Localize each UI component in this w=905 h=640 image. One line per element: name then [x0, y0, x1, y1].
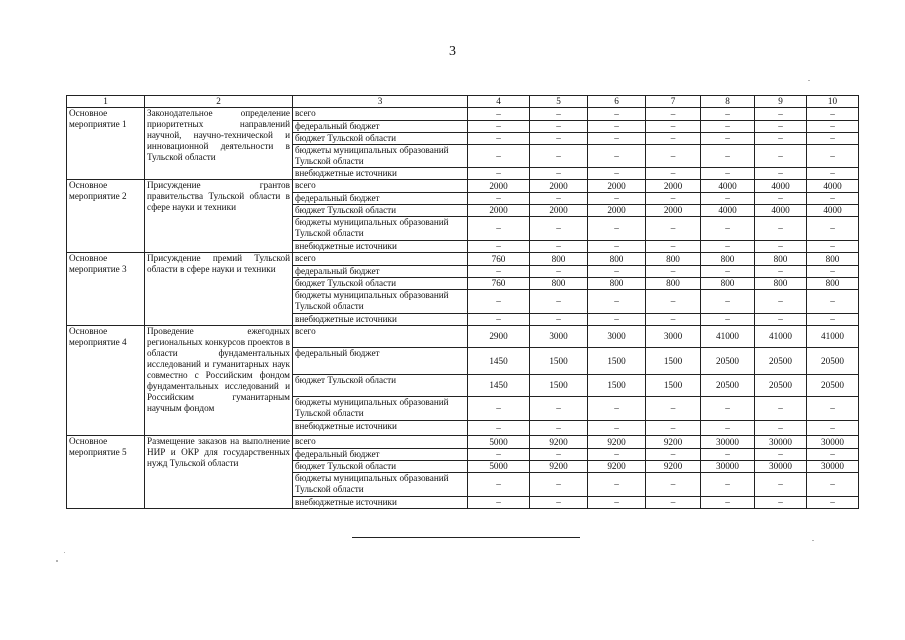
funding-source: бюджеты муниципальных образований Тульской области [293, 145, 468, 168]
amount-cell: – [755, 133, 807, 145]
amount-cell: 5000 [468, 461, 530, 473]
activity-id: Основное мероприятие 5 [67, 436, 145, 509]
amount-cell: – [588, 217, 646, 241]
amount-cell: 800 [530, 253, 588, 266]
amount-cell: – [755, 145, 807, 168]
amount-cell: 800 [588, 278, 646, 290]
amount-cell: – [646, 290, 701, 314]
amount-cell: 1450 [468, 375, 530, 397]
header-cell: 10 [807, 96, 859, 108]
funding-source: внебюджетные источники [293, 314, 468, 326]
amount-cell: 4000 [807, 205, 859, 217]
amount-cell: – [755, 497, 807, 509]
amount-cell: – [646, 193, 701, 205]
amount-cell: 3000 [588, 326, 646, 348]
funding-source: федеральный бюджет [293, 449, 468, 461]
amount-cell: – [701, 449, 755, 461]
header-cell: 2 [145, 96, 293, 108]
amount-cell: – [701, 266, 755, 278]
funding-source: всего [293, 180, 468, 193]
amount-cell: 800 [807, 278, 859, 290]
amount-cell: 760 [468, 278, 530, 290]
amount-cell: – [755, 421, 807, 436]
table-row [67, 180, 859, 193]
amount-cell: – [530, 193, 588, 205]
amount-cell: – [468, 397, 530, 421]
amount-cell: – [530, 241, 588, 253]
funding-source: всего [293, 108, 468, 121]
amount-cell: – [530, 421, 588, 436]
amount-cell: – [807, 266, 859, 278]
amount-cell: 9200 [646, 461, 701, 473]
amount-cell: – [588, 497, 646, 509]
table-row [67, 436, 859, 449]
amount-cell: – [468, 133, 530, 145]
amount-cell: – [807, 397, 859, 421]
amount-cell: – [530, 108, 588, 121]
amount-cell: – [807, 241, 859, 253]
header-cell: 5 [530, 96, 588, 108]
scan-speck [56, 560, 58, 562]
amount-cell: 1450 [468, 348, 530, 375]
amount-cell: – [588, 421, 646, 436]
footer-divider [352, 537, 580, 538]
amount-cell: 1500 [530, 375, 588, 397]
amount-cell: – [701, 133, 755, 145]
funding-source: внебюджетные источники [293, 168, 468, 180]
funding-source: бюджеты муниципальных образований Тульской области [293, 473, 468, 497]
amount-cell: – [588, 121, 646, 133]
amount-cell: – [468, 241, 530, 253]
amount-cell: – [701, 497, 755, 509]
amount-cell: 800 [588, 253, 646, 266]
amount-cell: – [701, 314, 755, 326]
amount-cell: – [468, 473, 530, 497]
amount-cell: 30000 [807, 461, 859, 473]
amount-cell: – [530, 133, 588, 145]
amount-cell: – [530, 266, 588, 278]
amount-cell: – [755, 108, 807, 121]
amount-cell: 2900 [468, 326, 530, 348]
amount-cell: – [807, 314, 859, 326]
amount-cell: 3000 [646, 326, 701, 348]
amount-cell: – [646, 497, 701, 509]
activity-id: Основное мероприятие 1 [67, 108, 145, 180]
amount-cell: 30000 [755, 461, 807, 473]
amount-cell: 800 [530, 278, 588, 290]
amount-cell: – [755, 121, 807, 133]
amount-cell: – [530, 314, 588, 326]
amount-cell: 4000 [701, 180, 755, 193]
amount-cell: 1500 [646, 375, 701, 397]
amount-cell: 800 [701, 278, 755, 290]
header-cell: 3 [293, 96, 468, 108]
amount-cell: – [701, 421, 755, 436]
amount-cell: 1500 [646, 348, 701, 375]
amount-cell: 1500 [588, 348, 646, 375]
amount-cell: – [646, 121, 701, 133]
amount-cell: – [755, 397, 807, 421]
amount-cell: 9200 [646, 436, 701, 449]
funding-source: бюджет Тульской области [293, 278, 468, 290]
amount-cell: 9200 [588, 436, 646, 449]
amount-cell: 2000 [530, 180, 588, 193]
funding-source: федеральный бюджет [293, 266, 468, 278]
activity-id: Основное мероприятие 2 [67, 180, 145, 253]
amount-cell: – [807, 497, 859, 509]
amount-cell: – [468, 193, 530, 205]
amount-cell: – [755, 217, 807, 241]
amount-cell: 4000 [755, 205, 807, 217]
funding-source: федеральный бюджет [293, 348, 468, 375]
amount-cell: – [588, 266, 646, 278]
header-cell: 8 [701, 96, 755, 108]
table-row [67, 253, 859, 266]
amount-cell: – [588, 290, 646, 314]
amount-cell: – [468, 314, 530, 326]
amount-cell: – [588, 108, 646, 121]
amount-cell: 1500 [530, 348, 588, 375]
amount-cell: – [646, 421, 701, 436]
amount-cell: – [701, 290, 755, 314]
amount-cell: – [588, 397, 646, 421]
amount-cell: – [530, 397, 588, 421]
amount-cell: 41000 [701, 326, 755, 348]
amount-cell: 20500 [755, 348, 807, 375]
scan-speck [812, 540, 814, 541]
amount-cell: – [755, 473, 807, 497]
amount-cell: – [646, 217, 701, 241]
funding-source: внебюджетные источники [293, 497, 468, 509]
funding-source: бюджеты муниципальных образований Тульской области [293, 217, 468, 241]
activity-id: Основное мероприятие 3 [67, 253, 145, 326]
amount-cell: 2000 [646, 180, 701, 193]
amount-cell: 41000 [755, 326, 807, 348]
amount-cell: – [468, 421, 530, 436]
header-cell: 9 [755, 96, 807, 108]
amount-cell: – [701, 473, 755, 497]
funding-source: бюджеты муниципальных образований Тульской области [293, 290, 468, 314]
amount-cell: – [530, 217, 588, 241]
amount-cell: – [588, 145, 646, 168]
funding-source: всего [293, 436, 468, 449]
amount-cell: – [468, 497, 530, 509]
amount-cell: – [807, 421, 859, 436]
amount-cell: – [530, 290, 588, 314]
amount-cell: 9200 [588, 461, 646, 473]
amount-cell: 2000 [530, 205, 588, 217]
amount-cell: – [646, 108, 701, 121]
amount-cell: – [646, 133, 701, 145]
amount-cell: 2000 [588, 205, 646, 217]
funding-source: внебюджетные источники [293, 241, 468, 253]
amount-cell: – [701, 241, 755, 253]
amount-cell: – [530, 121, 588, 133]
funding-source: всего [293, 253, 468, 266]
funding-source: бюджет Тульской области [293, 375, 468, 397]
amount-cell: – [646, 314, 701, 326]
amount-cell: 30000 [701, 461, 755, 473]
amount-cell: 30000 [755, 436, 807, 449]
table-body [67, 108, 859, 509]
budget-table [66, 95, 859, 509]
amount-cell: – [807, 217, 859, 241]
amount-cell: 800 [701, 253, 755, 266]
amount-cell: – [807, 449, 859, 461]
amount-cell: – [701, 145, 755, 168]
amount-cell: 5000 [468, 436, 530, 449]
amount-cell: – [646, 473, 701, 497]
amount-cell: – [701, 121, 755, 133]
amount-cell: – [588, 473, 646, 497]
amount-cell: 4000 [701, 205, 755, 217]
funding-source: федеральный бюджет [293, 121, 468, 133]
amount-cell: – [646, 241, 701, 253]
amount-cell: – [646, 449, 701, 461]
funding-source: федеральный бюджет [293, 193, 468, 205]
amount-cell: 800 [755, 253, 807, 266]
activity-name: Присуждение премий Тульской области в сфере науки и техники [145, 253, 293, 326]
amount-cell: 20500 [701, 348, 755, 375]
amount-cell: – [530, 497, 588, 509]
amount-cell: – [755, 193, 807, 205]
amount-cell: – [807, 108, 859, 121]
amount-cell: 2000 [468, 180, 530, 193]
page-number: 3 [449, 44, 456, 59]
funding-source: бюджет Тульской области [293, 133, 468, 145]
amount-cell: – [468, 145, 530, 168]
amount-cell: 4000 [807, 180, 859, 193]
funding-source: всего [293, 326, 468, 348]
amount-cell: – [807, 290, 859, 314]
amount-cell: – [755, 266, 807, 278]
amount-cell: – [701, 168, 755, 180]
amount-cell: – [588, 193, 646, 205]
amount-cell: 2000 [646, 205, 701, 217]
amount-cell: – [468, 168, 530, 180]
amount-cell: – [588, 241, 646, 253]
amount-cell: – [588, 449, 646, 461]
amount-cell: – [468, 266, 530, 278]
amount-cell: 9200 [530, 436, 588, 449]
header-cell: 7 [646, 96, 701, 108]
amount-cell: – [530, 449, 588, 461]
amount-cell: – [530, 168, 588, 180]
funding-source: бюджет Тульской области [293, 461, 468, 473]
scan-speck [808, 80, 810, 81]
amount-cell: 20500 [807, 348, 859, 375]
amount-cell: 2000 [468, 205, 530, 217]
amount-cell: 800 [646, 253, 701, 266]
amount-cell: – [646, 168, 701, 180]
amount-cell: 3000 [530, 326, 588, 348]
header-cell: 4 [468, 96, 530, 108]
amount-cell: – [468, 108, 530, 121]
amount-cell: – [807, 121, 859, 133]
amount-cell: 4000 [755, 180, 807, 193]
amount-cell: – [530, 145, 588, 168]
activity-name: Проведение ежегодных региональных конкурсов проектов в области фундаментальных исследований и гуманитарных наук совместно с Российским фондом фундаментальных исследований и Российским гуманитарным научным фондом [145, 326, 293, 436]
amount-cell: – [755, 241, 807, 253]
funding-source: бюджеты муниципальных образований Тульской области [293, 397, 468, 421]
amount-cell: – [807, 145, 859, 168]
amount-cell: – [646, 266, 701, 278]
activity-name: Законодательное определение приоритетных направлений научной, научно-технической и инновационной деятельности в Тульской области [145, 108, 293, 180]
table-row [67, 326, 859, 348]
amount-cell: – [468, 449, 530, 461]
amount-cell: 30000 [807, 436, 859, 449]
header-cell: 1 [67, 96, 145, 108]
amount-cell: – [468, 121, 530, 133]
amount-cell: 41000 [807, 326, 859, 348]
table-row [67, 108, 859, 121]
amount-cell: 800 [755, 278, 807, 290]
activity-id: Основное мероприятие 4 [67, 326, 145, 436]
amount-cell: – [588, 168, 646, 180]
amount-cell: 2000 [588, 180, 646, 193]
amount-cell: 800 [646, 278, 701, 290]
amount-cell: – [646, 397, 701, 421]
amount-cell: 760 [468, 253, 530, 266]
activity-name: Присуждение грантов правительства Тульской области в сфере науки и техники [145, 180, 293, 253]
amount-cell: 20500 [807, 375, 859, 397]
amount-cell: – [468, 217, 530, 241]
amount-cell: 1500 [588, 375, 646, 397]
funding-source: внебюджетные источники [293, 421, 468, 436]
amount-cell: – [807, 193, 859, 205]
amount-cell: – [755, 449, 807, 461]
amount-cell: – [807, 133, 859, 145]
amount-cell: – [807, 168, 859, 180]
amount-cell: – [755, 290, 807, 314]
amount-cell: 9200 [530, 461, 588, 473]
activity-name: Размещение заказов на выполнение НИР и ОКР для государственных нужд Тульской области [145, 436, 293, 509]
scan-speck [64, 552, 65, 553]
header-cell: 6 [588, 96, 646, 108]
amount-cell: – [468, 290, 530, 314]
amount-cell: – [807, 473, 859, 497]
amount-cell: 30000 [701, 436, 755, 449]
amount-cell: – [588, 133, 646, 145]
amount-cell: 800 [807, 253, 859, 266]
amount-cell: – [701, 193, 755, 205]
amount-cell: – [646, 145, 701, 168]
amount-cell: – [755, 168, 807, 180]
amount-cell: – [701, 217, 755, 241]
amount-cell: 20500 [701, 375, 755, 397]
amount-cell: – [588, 314, 646, 326]
amount-cell: – [701, 397, 755, 421]
amount-cell: – [701, 108, 755, 121]
amount-cell: – [530, 473, 588, 497]
amount-cell: – [755, 314, 807, 326]
amount-cell: 20500 [755, 375, 807, 397]
header-row [67, 96, 859, 108]
funding-source: бюджет Тульской области [293, 205, 468, 217]
